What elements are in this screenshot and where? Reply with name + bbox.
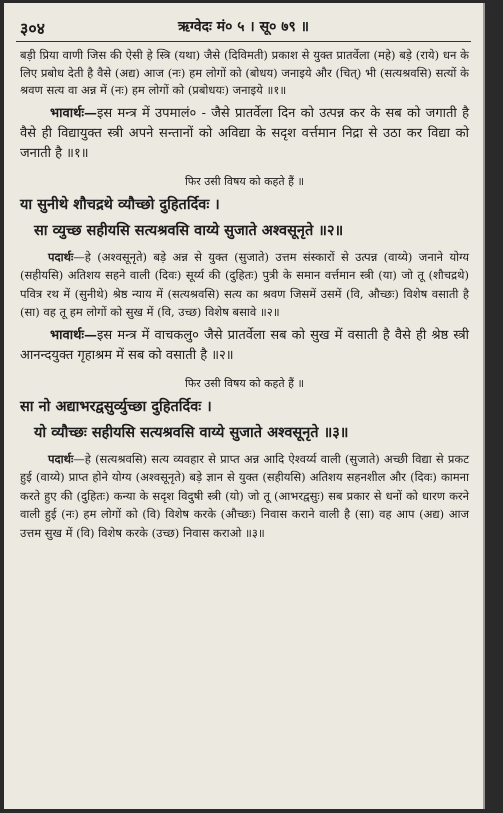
verse1-bhavartha [20, 104, 469, 164]
verse3-line1: सा नो अद्याभरद्वसुर्व्युच्छा दुहितर्दिवः । [20, 397, 212, 415]
verse2-context: फिर उसी विषय को कहते हैं ॥ [184, 174, 305, 188]
verse2-padartha [20, 248, 469, 322]
bhavartha-label: भावार्थः— [50, 105, 98, 121]
verse1-word-meaning-continuation: बड़ी प्रिया वाणी जिस की ऐसी हे स्त्रि (यथा) जैसे (दिविमती) प्रकाश से युक्त प्रातर्वेला (महे) बड़े (राये) धन के लिए प्रबोध देती है वैसे (अद्य) आज (नः) हम लोगों को (बोधय) जनाइये और (चित्) भी (सत्यश्रवसि) सत्यों के श्रवण सत्य वा अन्न में (नः) हम लोगों को (प्रबोधयः) जनाइये ॥१॥ [20, 48, 469, 97]
verse2-line2: सा व्युच्छ सहीयसि सत्यश्रवसि वाय्ये सुजाते अश्वसूनृते ॥२॥ [34, 221, 344, 239]
bhavartha-text: इस मन्त्र में उपमालं० - जैसे प्रातर्वेला दिन को उत्पन्न कर के सब को जगाती है वैसे ही विद्यायुक्त स्त्री अपने सन्तानों को अविद्या के सदृश वर्त्तमान निद्रा से उठा कर विद्या को जनाती है ॥१॥ [20, 105, 469, 161]
verse3-context: फिर उसी विषय को कहते हैं ॥ [184, 376, 305, 390]
verse2-line1: या सुनीथे शौचद्रथे व्यौच्छो दुहितर्दिवः । [20, 195, 220, 213]
padartha-text: —हे (सत्यश्रवसि) सत्य व्यवहार से प्राप्त अन्न आदि ऐश्वर्य्य वाली (सुजाते) अच्छी विद्या से प्रकट हुई (वाय्ये) प्राप्त होने योग्य (अश्वसूनृते) बड़े ज्ञान से युक्त (सहीयसि) अतिशय सहनशील और (दिवः) कामना करते हुए की (दुहितः) कन्या के सदृश विदुषी स्त्री (यो) जो तू (आभरद्वसुः) सब प्रकार से धनों को धारण करने वाली हुई (नः) हम लोगों को (वि) विशेष करके (औच्छः) निवास कराने वाली है (सा) वह आप (अद्य) आज उत्तम सुख में (वि) विशेष करके (उच्छ) निवास कराओ ॥३॥ [20, 451, 469, 540]
padartha-label: पदार्थः [48, 249, 74, 264]
padartha-label: पदार्थः [48, 451, 74, 466]
bhavartha-label: भावार्थः— [50, 327, 98, 343]
page-header [16, 13, 471, 41]
page-content [20, 47, 469, 542]
page-number: ३०४ [20, 19, 45, 38]
book-page [4, 3, 483, 809]
verse3-line2: यो व्यौच्छः सहीयसि सत्यश्रवसि वाय्ये सुजाते अश्वसूनृते ॥३॥ [34, 423, 349, 441]
header-rule [16, 41, 471, 42]
padartha-text: —हे (अश्वसूनृते) बड़े अन्न से युक्त (सुजाते) उत्तम संस्कारों से उत्पन्न (वाय्ये) जनाने योग्य (सहीयसि) अतिशय सहने वाली (दिवः) सूर्य्य की (दुहितः) पुत्री के समान वर्त्तमान स्त्री (या) जो तू (शौचद्रथे) पवित्र रथ में (सुनीथे) श्रेष्ठ न्याय में (सत्यश्रवसि) सत्य का श्रवण जिसमें उसमें (वि, औच्छः) विशेष वसाती है (सा) वह तू हम लोगों को सुख में (वि, उच्छ) विशेष बसावे ॥२॥ [20, 249, 469, 319]
verse3-padartha [20, 450, 469, 543]
bhavartha-text: इस मन्त्र में वाचकलु० जैसे प्रातर्वेला सब को सुख में वसाती है वैसे ही श्रेष्ठ स्त्री आनन्दयुक्त गृहाश्रम में सब को वसाती है ॥२॥ [20, 327, 469, 363]
running-head: ऋग्वेदः मं० ५ । सू० ७९ ॥ [177, 19, 310, 35]
verse2-bhavartha [20, 326, 469, 366]
